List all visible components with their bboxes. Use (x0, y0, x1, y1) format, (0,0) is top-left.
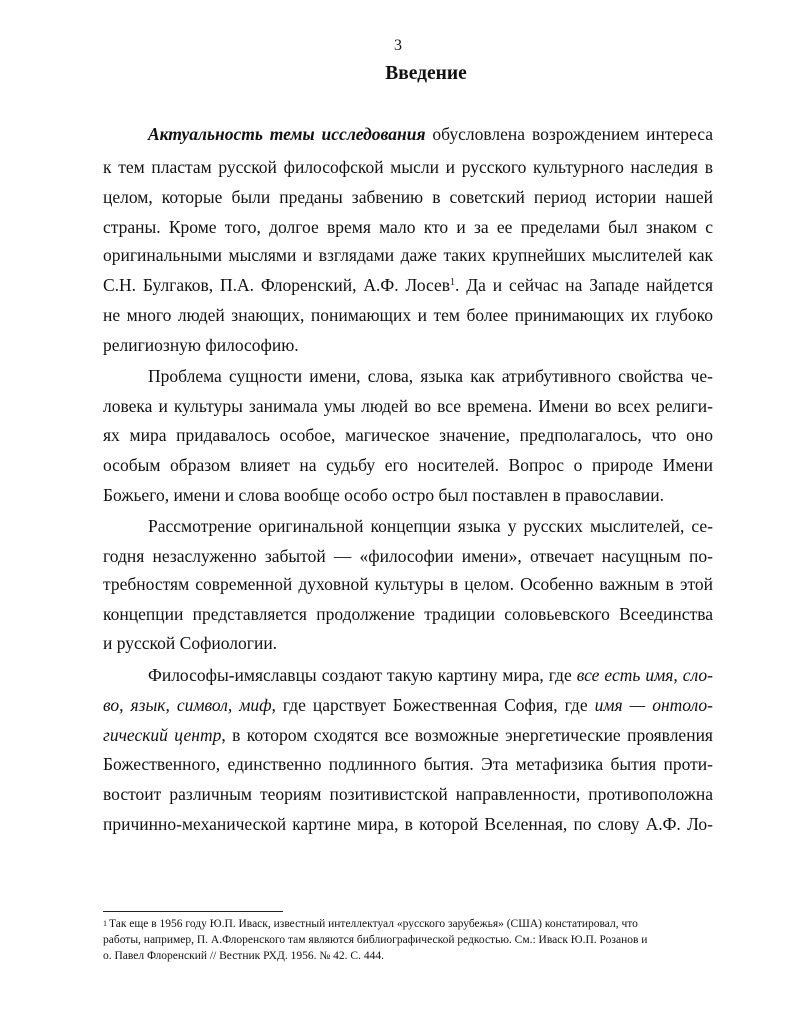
paragraph-line: и русской Софиологии. (103, 633, 278, 653)
paragraph-line: особым образом влияет на судьбу его носителей. Вопрос о природе Имени (103, 455, 713, 475)
emphasis: гический центр (103, 725, 222, 745)
paragraph-line: религиозную философию. (103, 335, 299, 355)
paragraph-line: Божественного, единственно подлинного бытия. Эта метафизика бытия проти- (103, 754, 713, 774)
paragraph-line: причинно-механической картине мира, в которой Вселенная, по слову А.Ф. Ло- (103, 814, 713, 834)
paragraph-line: востоит различным теориям позитивистской направленности, противоположна (103, 784, 713, 804)
paragraph-line: Философы-имяславцы создают такую картину мира, где все есть имя, сло- (148, 665, 713, 685)
paragraph-line: Актуальность темы исследования обусловлена возрождением интереса (148, 124, 713, 144)
emphasis: имя — онтоло- (594, 695, 714, 715)
paragraph-line: гический центр, в котором сходятся все возможные энергетические проявления (103, 725, 713, 745)
emphasis: все есть имя, сло- (576, 665, 713, 685)
paragraph-line: требностям современной духовной культуры в целом. Особенно важным в этой (103, 574, 713, 594)
paragraph-line: во, язык, символ, миф, где царствует Божественная София, где имя — онтоло- (103, 695, 714, 715)
footnote-reference[interactable]: 1 (450, 277, 456, 288)
emphasis-lead: Актуальность темы исследования (148, 124, 426, 144)
paragraph-line: Рассмотрение оригинальной концепции языка у русских мыслителей, се- (148, 516, 713, 536)
paragraph-line: ловека и культуры занимала умы людей во все времена. Имени во всех религи- (103, 396, 713, 416)
paragraph-line: страны. Кроме того, долгое время мало кто и за ее пределами был знаком с (103, 217, 713, 237)
footnote-mark: 1 (103, 919, 107, 928)
paragraph-line: Божьего, имени и слова вообще особо остро был поставлен в православии. (103, 485, 664, 505)
paragraph-line: годня незаслуженно забытой — «философии имени», отвечает насущным по- (103, 546, 713, 566)
paragraph-line: концепции представляется продолжение традиции соловьевского Всеединства (103, 604, 713, 624)
paragraph-line: Проблема сущности имени, слова, языка как атрибутивного свойства че- (148, 366, 713, 386)
page-title: Введение (385, 63, 467, 84)
paragraph-line: не много людей знающих, понимающих и тем более принимающих их глубоко (103, 305, 713, 325)
page-number: 3 (394, 37, 402, 54)
footnote-line: о. Павел Флоренский // Вестник РХД. 1956. № 42. С. 444. (103, 950, 384, 962)
footnote-divider (103, 911, 283, 912)
paragraph-line: оригинальными мыслями и взглядами даже таких крупнейших мыслителей как (103, 245, 713, 265)
paragraph-line: ях мира придавалось особое, магическое значение, предполагалось, что оно (103, 425, 713, 445)
paragraph-line: целом, которые были преданы забвению в советский период истории нашей (103, 187, 713, 207)
footnote-line: работы, например, П. А.Флоренского там являются библиографической редкостью. См.: Иваск Ю.П. Розанов и (103, 934, 648, 946)
paragraph-line: С.Н. Булгаков, П.А. Флоренский, А.Ф. Лосев$^1$. Да и сейчас на Западе найдется (103, 275, 713, 295)
footnote-line: $^1$ Так еще в 1956 году Ю.П. Иваск, известный интеллектуал «русского зарубежья» (США) констатировал, что (103, 918, 638, 930)
emphasis: во, язык, символ, миф, (103, 695, 276, 715)
paragraph-line: к тем пластам русской философской мысли и русского культурного наследия в (103, 157, 713, 177)
